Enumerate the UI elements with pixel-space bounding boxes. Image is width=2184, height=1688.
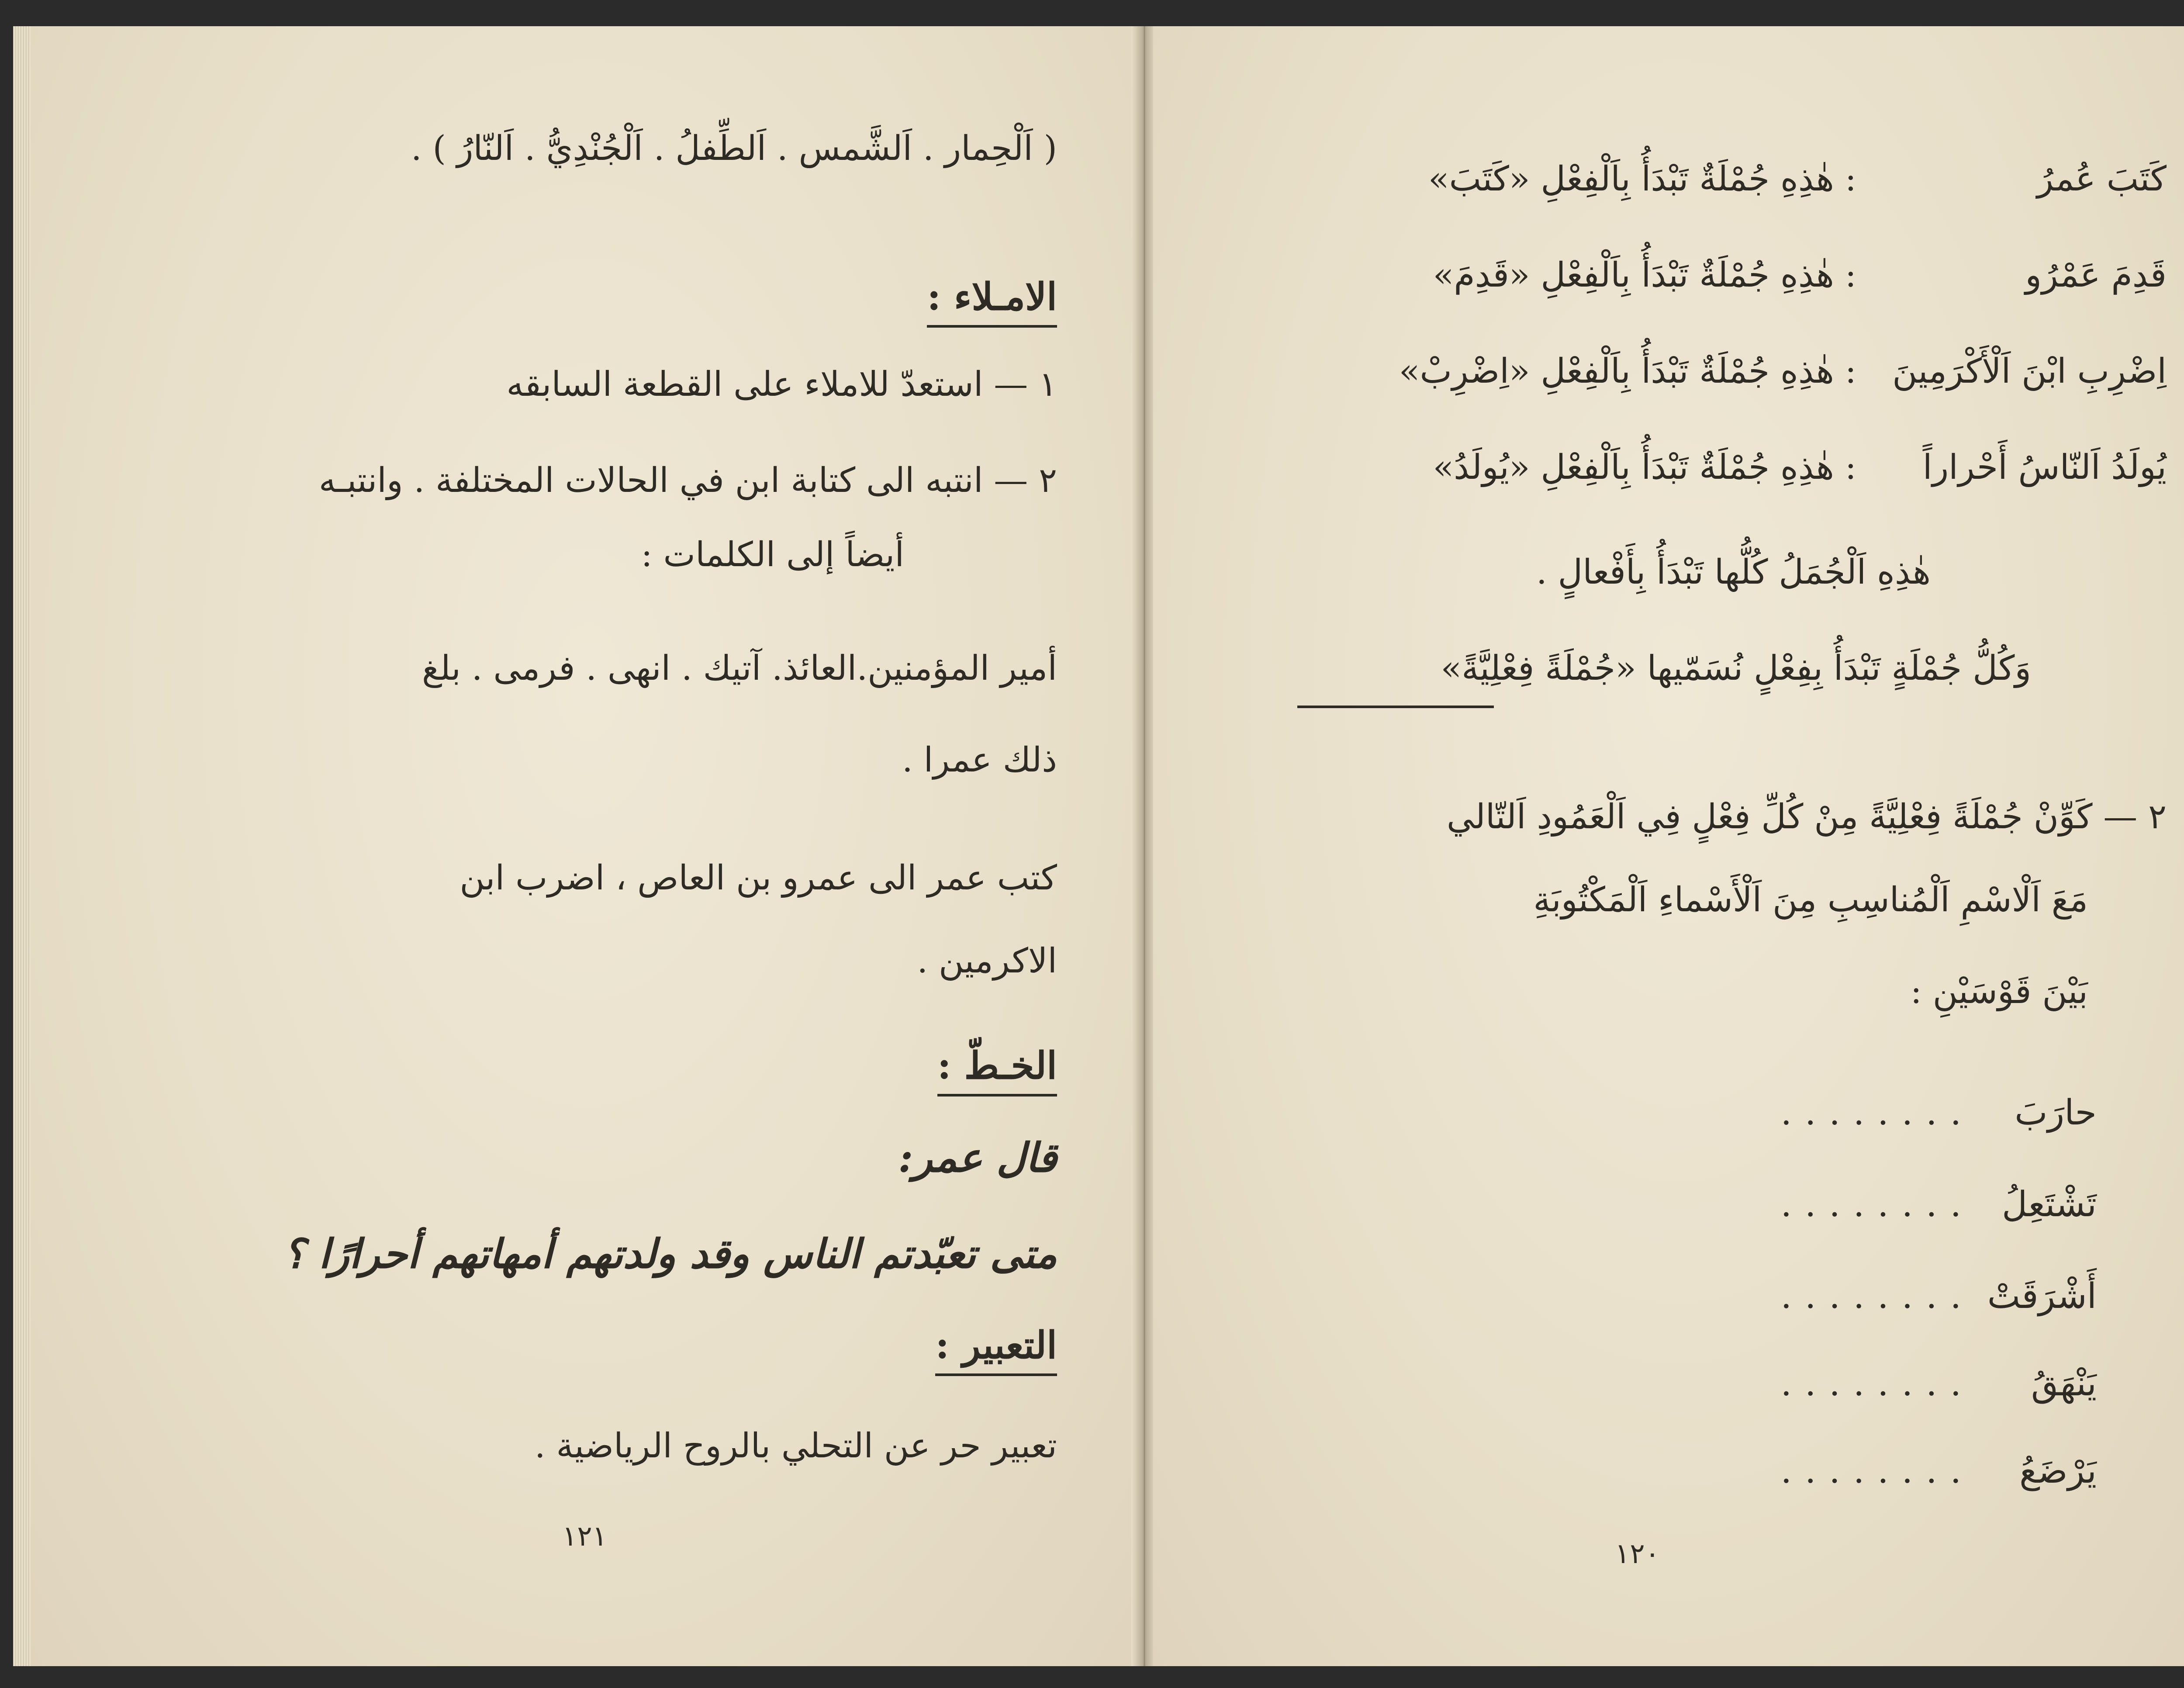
blank-dots-4: ........ [1780,1363,1974,1404]
blank-dots-2: ........ [1780,1184,1974,1224]
example-1-sentence: كَتَبَ عُمرُ [2037,159,2167,199]
imla-item-1: ١ — استعدّ للاملاء على القطعة السابقه [506,365,1057,404]
exercise-line-3: بَيْنَ قَوْسَيْنِ : [1910,972,2088,1011]
example-3-sentence: اِضْرِبِ ابْنَ اَلْأَكْرَمِينَ [1892,352,2167,391]
sentence-line-1: كتب عمر الى عمرو بن العاص ، اضرب ابن [460,858,1057,898]
words-line-2: ذلك عمرا . [902,740,1057,780]
exercise-line-2: مَعَ اَلْاسْمِ اَلْمُناسِبِ مِنَ اَلْأَسْماءِ اَلْمَكْتُوبَةِ [1533,880,2088,920]
qal-umar: قال عمر: [898,1134,1057,1181]
imla-heading: الامـلاء : [927,275,1057,328]
left-page [31,26,1149,1666]
verb-1: حارَبَ [2015,1092,2097,1133]
verb-2: تَشْتَعِلُ [2002,1184,2097,1224]
sentence-line-2: الاكرمين . [917,941,1057,981]
summary-line-1: هٰذِهِ اَلْجُمَلُ كُلُّها تَبْدَأُ بِأَفْعالٍ . [1536,553,1931,592]
imla-item-2-line-1: ٢ — انتبه الى كتابة ابن في الحالات المختلفة . وانتبـه [318,461,1057,500]
exercise-line-1: ٢ — كَوِّنْ جُمْلَةً فِعْلِيَّةً مِنْ كُلِّ فِعْلٍ فِي اَلْعَمُودِ اَلتّالي [1447,797,2167,837]
words-line-1: أمير المؤمنين.العائذ. آتيك . انهى . فرمى . بلغ [422,649,1057,688]
verb-3: أَشْرَقَتْ [1987,1276,2097,1316]
verb-4: يَنْهَقُ [2031,1363,2097,1404]
right-page [1153,26,2184,1666]
summary-underline [1297,706,1494,708]
blank-dots-5: ........ [1780,1450,1974,1491]
line-nouns: ( اَلْحِمار . اَلشَّمس . اَلطِّفلُ . اَلْجُنْدِيُّ . اَلنّارُ ) . [411,129,1057,168]
example-4-note: : هٰذِهِ جُمْلَةٌ تَبْدَأُ بِاَلْفِعْلِ «يُولَدُ» [1433,448,1856,487]
summary-line-2: وَكُلُّ جُمْلَةٍ تَبْدَأُ بِفِعْلٍ نُسَمّيها «جُمْلَةً فِعْلِيَّةً» [1441,649,2031,688]
khat-heading: الخـطّ : [937,1044,1057,1097]
page-number-right: ١٢٠ [1614,1538,1660,1570]
imla-item-2-line-2: أيضاً إلى الكلمات : [641,535,904,574]
page-number-left: ١٢١ [562,1520,607,1553]
tabir-text: تعبير حر عن التحلي بالروح الرياضية . [534,1426,1057,1466]
verb-5: يَرْضَعُ [2019,1450,2097,1491]
blank-dots-1: ........ [1780,1092,1974,1133]
tabir-heading: التعبير : [935,1324,1057,1376]
example-4-sentence: يُولَدُ اَلنّاسُ أَحْراراً [1922,448,2167,487]
example-2-note: : هٰذِهِ جُمْلَةٌ تَبْدَأُ بِاَلْفِعْلِ «قَدِمَ» [1433,256,1856,295]
calligraphy-quote: متى تعبّدتم الناس وقد ولدتهم أمهاتهم أحرارًا ؟ [283,1230,1057,1277]
blank-dots-3: ........ [1780,1276,1974,1316]
example-1-note: : هٰذِهِ جُمْلَةٌ تَبْدَأُ بِاَلْفِعْلِ «كَتَبَ» [1428,159,1856,199]
example-2-sentence: قَدِمَ عَمْرُو [2025,256,2167,295]
example-3-note: : هٰذِهِ جُمْلَةٌ تَبْدَأُ بِاَلْفِعْلِ «اِضْرِبْ» [1399,352,1856,391]
page-stack-left-edge [13,26,31,1666]
